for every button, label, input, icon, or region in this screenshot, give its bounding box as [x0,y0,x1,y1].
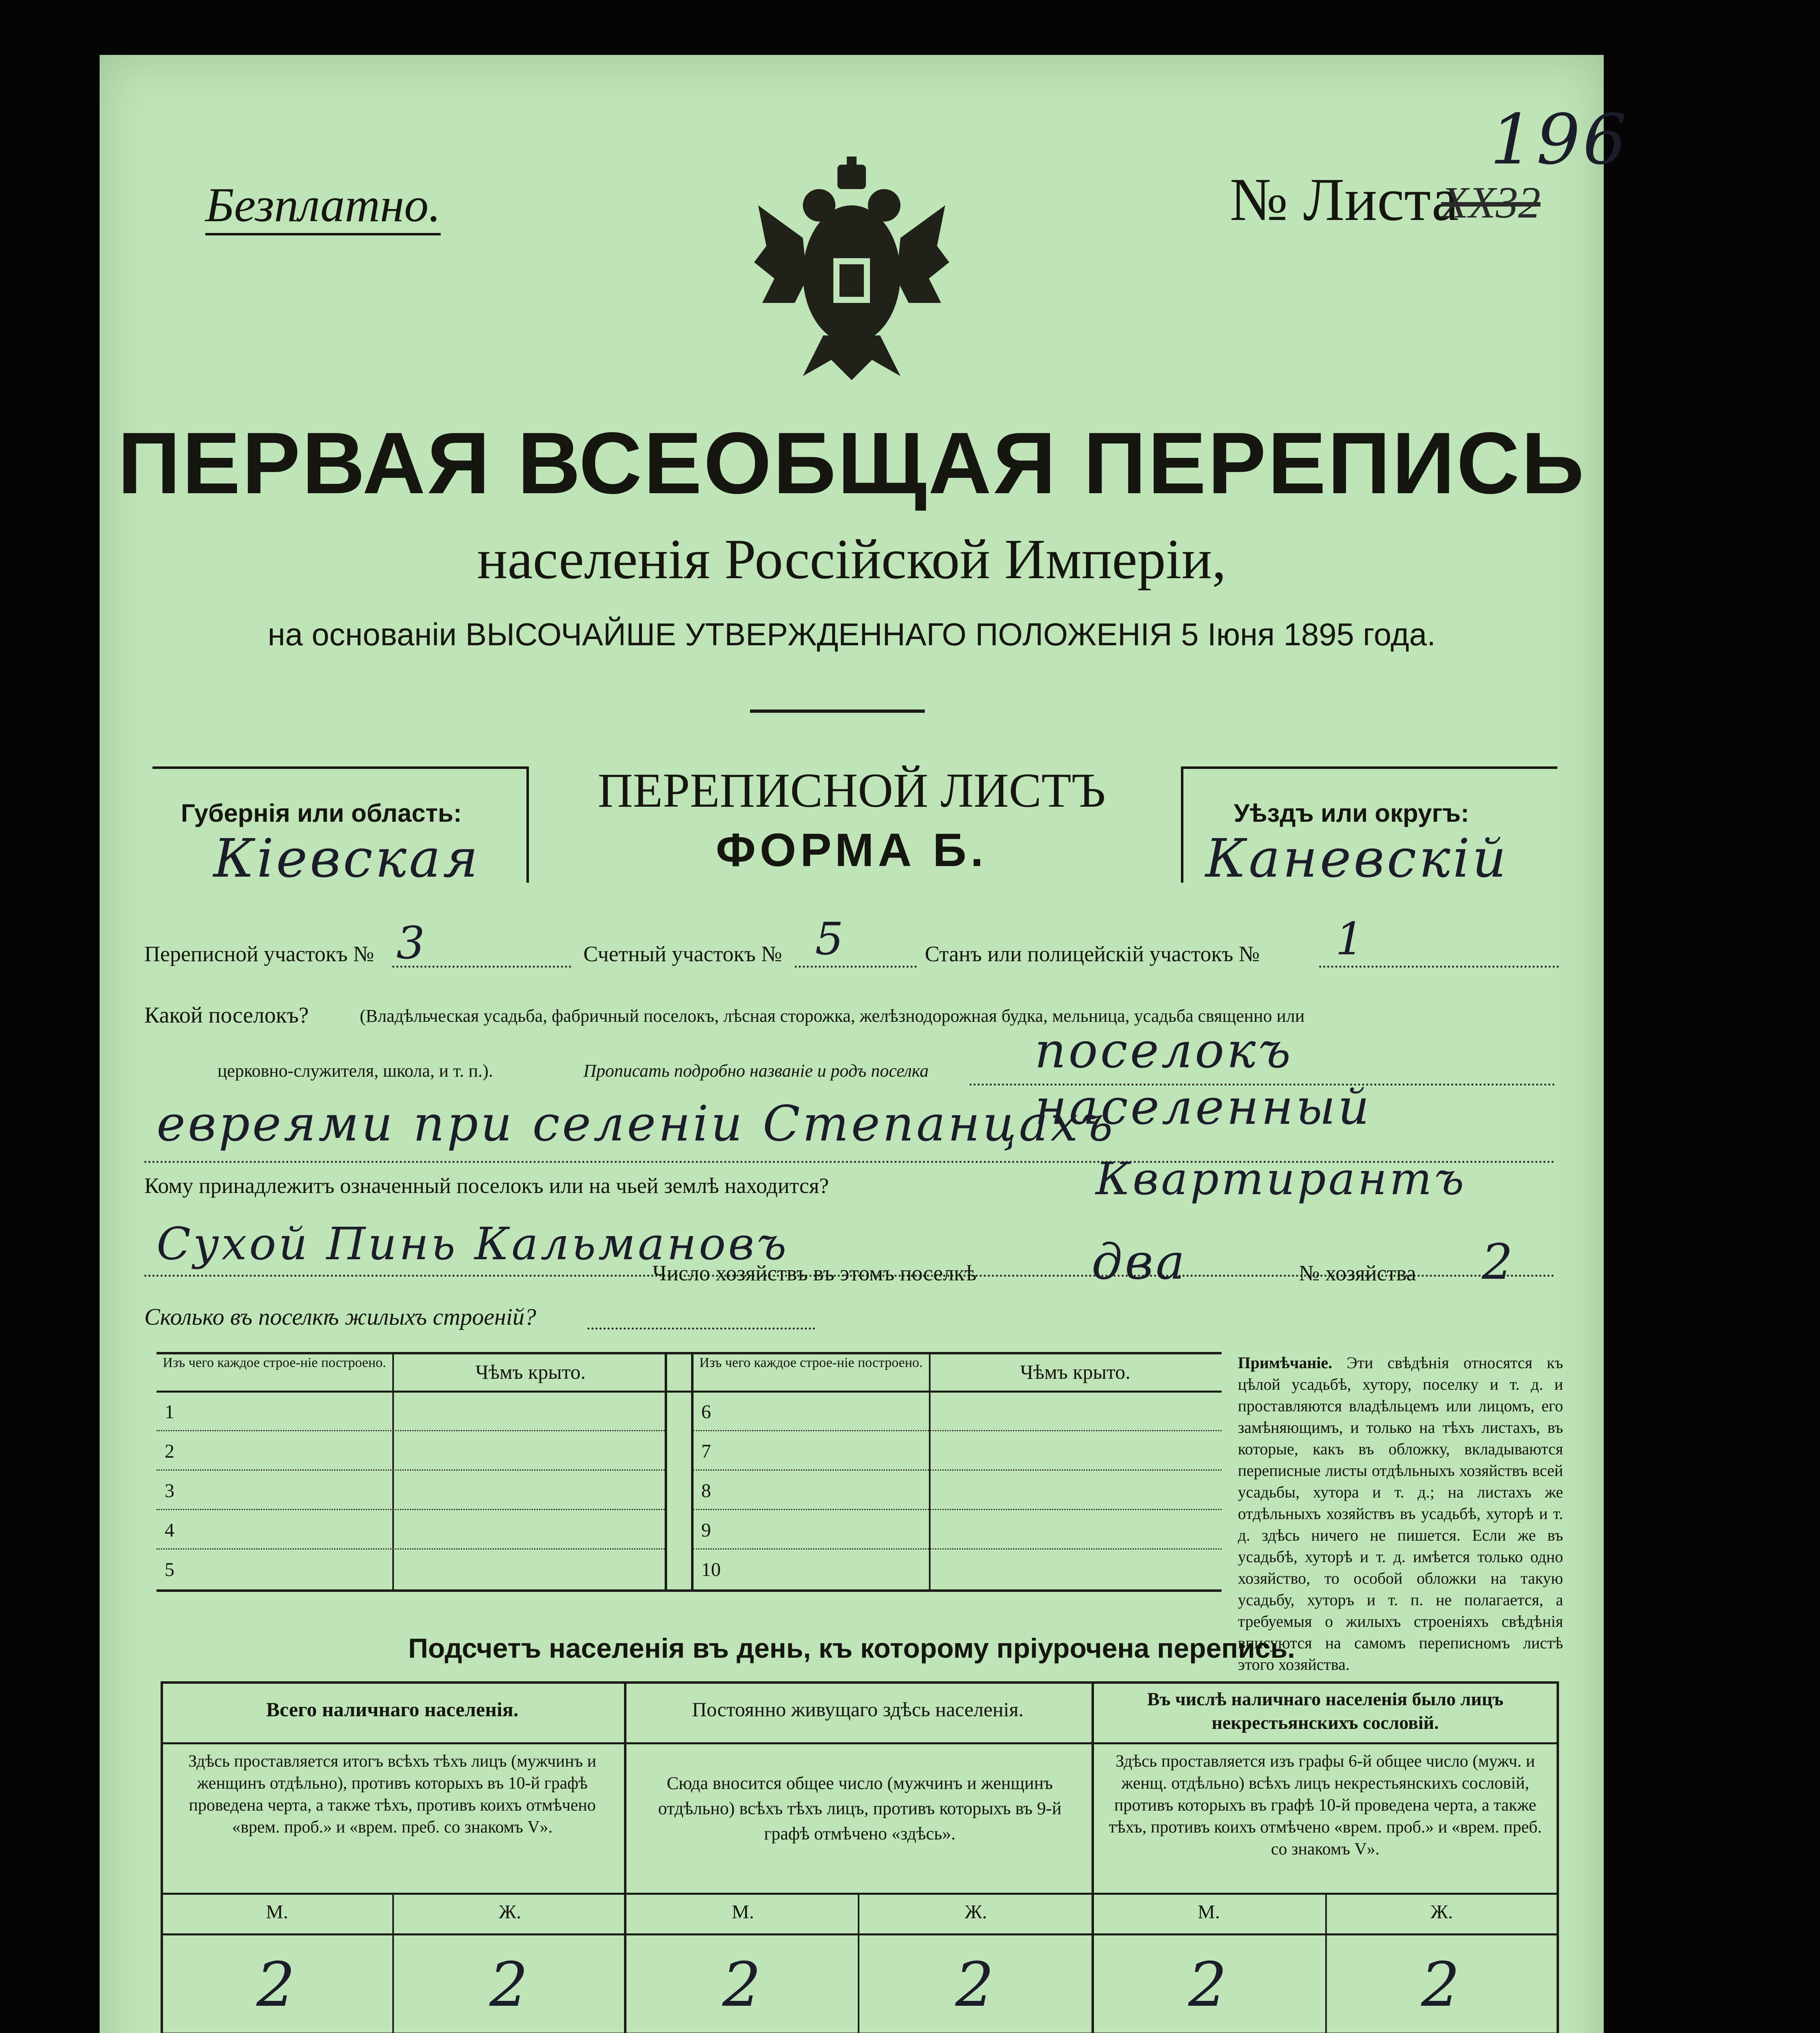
title-divider [750,710,925,713]
settlement-hint-2: церковно-служителя, школа, и т. п.). [217,1061,493,1081]
row-divider [157,1430,665,1431]
sheet-number-handwritten: 196 [1490,100,1629,180]
population-count-value: 2 [722,1950,764,2020]
female-label: Ж. [498,1901,521,1923]
district-label: Уѣздъ или округъ: [1234,799,1469,827]
building-col-left: Изъ чего каждое строе-ніе построено. [163,1355,386,1370]
col2-title: Постоянно живущаго здѣсь населенія. [692,1698,1024,1721]
form-title: ПЕРЕПИСНОЙ ЛИСТЪ [598,763,1106,817]
households-label: Число хозяйствъ въ этомъ поселкѣ [652,1261,977,1285]
note-label: Примѣчаніе. [1238,1354,1333,1372]
owner-value-1: Квартирантъ [1096,1153,1467,1205]
counting-district-line [795,966,917,968]
male-label: М. [1198,1901,1220,1923]
province-label: Губернія или область: [181,799,462,827]
population-table [161,1681,1559,2033]
row-divider [693,1430,1222,1431]
left-row-number: 5 [165,1559,174,1580]
imperial-eagle-icon [750,157,953,384]
buildings-line [587,1328,815,1330]
census-title: ПЕРВАЯ ВСЕОБЩАЯ ПЕРЕПИСЬ [117,414,1586,512]
right-row-number: 7 [701,1441,711,1462]
settlement-value-2: евреями при селеніи Степанцахъ [157,1096,1115,1152]
male-label: М. [266,1901,288,1923]
col1-text: Здѣсь проставляется итогъ всѣхъ тѣхъ лицъ (мужчинъ и женщинъ отдѣльно), противъ которыхъ въ 10-й графѣ проведена черта, а также тѣхъ, противъ коихъ отмѣчено «врем. проб.» и «врем. преб. со знакомъ V». [188,1752,596,1837]
roof-col-left: Чѣмъ крыто. [475,1360,586,1383]
population-count-value: 2 [1421,1950,1463,2020]
right-row-number: 9 [701,1519,711,1541]
note-block [1238,1352,1563,1675]
buildings-label: Сколько въ поселкѣ жилыхъ строеній? [144,1304,536,1330]
female-label: Ж. [964,1901,987,1923]
right-row-number: 8 [701,1480,711,1502]
population-count-value: 2 [1188,1950,1230,2020]
left-row-number: 3 [165,1480,174,1502]
buildings-table [157,1352,1222,1592]
right-row-number: 10 [701,1559,721,1580]
census-district-value: 3 [396,917,427,969]
police-district-line [1319,966,1559,968]
owner-label: Кому принадлежитъ означенный поселокъ или на чьей землѣ находится? [144,1173,829,1198]
household-no-value: 2 [1482,1234,1516,1291]
sheet-number-label: № Листа [1230,166,1459,233]
col3-title: Въ числѣ наличнаго населенія было лицъ некрестьянскихъ сословій. [1147,1689,1504,1733]
building-col-right: Изъ чего каждое строе-ніе построено. [699,1355,923,1370]
census-subtitle: населенія Россійской Имперіи, [477,528,1226,591]
settlement-hint-1: (Владѣльческая усадьба, фабричный поселокъ, лѣсная сторожка, желѣзнодорожная будка, мельница, усадьба священно или [360,1006,1305,1026]
left-row-number: 1 [165,1401,174,1423]
district-value: Каневскій [1205,827,1509,889]
census-district-line [392,966,571,968]
household-no-label: № хозяйства [1299,1261,1416,1285]
population-count-value: 2 [256,1950,298,2020]
roof-col-right: Чѣмъ крыто. [1020,1360,1131,1383]
counting-district-value: 5 [815,913,846,965]
col1-title: Всего наличнаго населенія. [266,1698,519,1721]
free-label: Безплатно. [205,177,441,235]
counting-district-label: Счетный участокъ № [583,942,782,966]
row-divider [693,1548,1222,1550]
population-count-value: 2 [489,1950,531,2020]
settlement-line-1 [970,1084,1555,1086]
row-divider [157,1509,665,1510]
note-text: Эти свѣдѣнія относятся къ цѣлой усадьбѣ, хутору, поселку и т. д. и проставляются владѣльцемъ или лицомъ, его замѣняющимъ, и только на тѣхъ листахъ, въ которые, какъ въ обложку, вкладываются переписные листы отдѣльныхъ хозяйствъ всей усадьбы, хутора и т. д.; на листахъ же отдѣльныхъ хозяйствъ въ усадьбѣ, хуторѣ и т. д. здѣсь ничего не пишется. Если же въ усадьбѣ, хуторѣ и т. д. имѣется только одно хозяйство, то особой обложки на такую усадьбу, хуторъ и т. п. не полагается, а требуемыя о жилыхъ строеніяхъ свѣдѣнія вписуются на самомъ переписномъ листѣ этого хозяйства. [1238,1354,1563,1674]
census-basis: на основаніи ВЫСОЧАЙШЕ УТВЕРЖДЕННАГО ПОЛОЖЕНІЯ 5 Іюня 1895 года. [267,616,1436,652]
left-row-number: 2 [165,1441,174,1462]
province-value: Кіевская [213,827,481,889]
form-letter: ФОРМА Б. [715,824,988,876]
census-district-label: Переписной участокъ № [144,942,374,966]
right-row-number: 6 [701,1401,711,1423]
sheet-number-struck: XX32 [1441,178,1541,227]
households-value: два [1092,1234,1187,1291]
police-district-value: 1 [1335,913,1366,965]
female-label: Ж. [1430,1901,1453,1923]
row-divider [693,1469,1222,1471]
settlement-label: Какой поселокъ? [144,1003,309,1028]
row-divider [693,1509,1222,1510]
population-heading: Подсчетъ населенія въ день, къ которому пріурочена перепись. [408,1633,1295,1664]
left-row-number: 4 [165,1519,174,1541]
census-sheet [100,55,1629,2033]
settlement-hint-italic: Прописать подробно названіе и родъ поселка [583,1061,929,1081]
row-divider [157,1469,665,1471]
population-count-value: 2 [955,1950,997,2020]
male-label: М. [732,1901,754,1923]
settlement-value-1: поселокъ населенный [1035,1023,1372,1136]
col3-text: Здѣсь проставляется изъ графы 6-й общее число (мужч. и женщ. отдѣльно) всѣхъ лицъ некрестьянскихъ сословій, противъ которыхъ въ графѣ 10-й проведена черта, а также тѣхъ, противъ коихъ отмѣчено «врем. проб.» и «врем. преб. со знакомъ V». [1109,1752,1542,1859]
police-district-label: Станъ или полицейскій участокъ № [925,942,1260,966]
owner-value-2: Сухой Пинь Кальмановъ [157,1218,789,1270]
row-divider [157,1548,665,1550]
col2-text: Сюда вносится общее число (мужчинъ и женщинъ отдѣльно) всѣхъ тѣхъ лицъ, противъ которыхъ въ 9-й графѣ отмѣчено «здѣсь». [658,1773,1062,1844]
